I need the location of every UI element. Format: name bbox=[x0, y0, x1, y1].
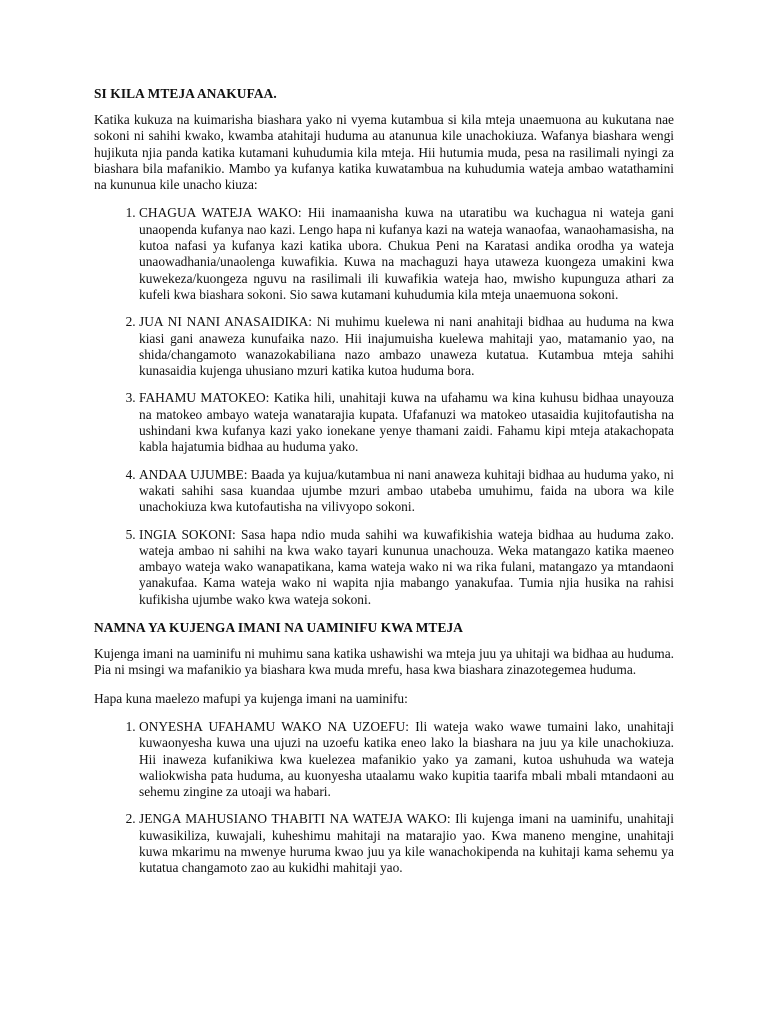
numbered-list bbox=[94, 719, 674, 877]
list-item: 2. JENGA MAHUSIANO THABITI NA WATEJA WAKO: Ili kujenga imani na uaminifu, unahitaji kuwasikiliza, kuwajali, kuheshimu mahitaji na matarajio yao. Kwa maneno mengine, unahitaji kuwa mkarimu na mwenye huruma kwao juu ya kile wanachokipenda na kuhitaji kama sehemu ya kutatua changamoto zao au kukidhi mahitaji yao. bbox=[139, 811, 674, 876]
numbered-list bbox=[94, 205, 674, 608]
section-lead: Hapa kuna maelezo mafupi ya kujenga imani na uaminifu: bbox=[94, 690, 408, 706]
section-intro: Katika kukuza na kuimarisha biashara yako ni vyema kutambua si kila mteja unaemuona au kukutana nae sokoni ni sahihi kwako, kwamba atahitaji huduma au atanunua kile unachokiuza. Wafanya biashara wengi hujikuta njia panda katika kutamani kuhudumia kila mteja. Hii hutumia muda, pesa na rasilimali nyingi za biashara bila mafanikio. Mambo ya kufanya katika kuwatambua na kuhudumia wateja ambao watathamini na kununua kile unacho kiuza: bbox=[94, 112, 674, 193]
list-item: 1. CHAGUA WATEJA WAKO: Hii inamaanisha kuwa na utaratibu wa kuchagua ni wateja gani unaopenda kufanya nao kazi. Lengo hapa ni kufanya kazi na wateja wanaofaa, wanaohamasisha, na kutoa nafasi ya kufanya kazi katika ubora. Chukua Peni na Karatasi andika orodha ya wateja unaowadhania/unaolenga kuwafikia. Kuwa na machaguzi haya utaweza kuongeza umakini kwa kuwekeza/kuongeza nguvu na rasilimali ili kuwafikia wateja hao, mwisho kupunguza athari za kufeli kwa biashara sokoni. Sio sawa kutamani kuhudumia kila mteja unaemuona sokoni. bbox=[139, 205, 674, 303]
list-item: 3. FAHAMU MATOKEO: Katika hili, unahitaji kuwa na ufahamu wa kina kuhusu bidhaa unayouza na matokeo ambayo wateja wanatarajia kupata. Ufafanuzi wa matokeo utasaidia kujitofautisha na ushindani kwa kufanya kazi yako ionekane yenye thamani zaidi. Fahamu kipi mteja atakachopata kabla hajatumia bidhaa au huduma yako. bbox=[139, 390, 674, 455]
list-item: 4. ANDAA UJUMBE: Baada ya kujua/kutambua ni nani anaweza kuhitaji bidhaa au huduma yako, ni wakati sahihi sasa kuandaa ujumbe mzuri ambao utabeba umuhimu, faida na ubora wa kile unachokiuza kwa kutofautisha na vilivyopo sokoni. bbox=[139, 467, 674, 516]
section-title: SI KILA MTEJA ANAKUFAA. bbox=[94, 86, 277, 101]
section-title: NAMNA YA KUJENGA IMANI NA UAMINIFU KWA MTEJA bbox=[94, 620, 464, 636]
section-intro: Kujenga imani na uaminifu ni muhimu sana katika ushawishi wa mteja juu ya uhitaji wa bidhaa au huduma. Pia ni msingi wa mafanikio ya biashara kwa muda mrefu, hasa kwa biashara zinazotegemea huduma. bbox=[94, 646, 674, 678]
list-item: 2. JUA NI NANI ANASAIDIKA: Ni muhimu kuelewa ni nani anahitaji bidhaa au huduma na kwa kiasi gani anaweza kunufaika nazo. Hii inajumuisha kuelewa mahitaji yao, matamanio yao, na shida/changamoto wanazokabiliana nazo ambazo unaweza kutatua. Kutambua mteja sahihi kunasaidia kujenga uhusiano mzuri katika kutoa huduma bora. bbox=[139, 314, 674, 379]
list-item: 1. ONYESHA UFAHAMU WAKO NA UZOEFU: Ili wateja wako wawe tumaini lako, unahitaji kuwaonyesha kuwa una ujuzi na uzoefu katika eneo lako la biashara na juu ya kile unachokiuza. Hii inaweza kufanikiwa kwa kuelezea mafanikio yako ya zamani, kutoa ushuhuda wa wateja waliokwisha pata huduma, au kuonyesha utaalamu wako kupitia taarifa mbali mbali mtandaoni au sehemu zingine za utoaji wa habari. bbox=[139, 719, 674, 800]
list-item: 5. INGIA SOKONI: Sasa hapa ndio muda sahihi wa kuwafikishia wateja bidhaa au huduma zako. wateja ambao ni sahihi na kwa wako tayari kununua unachouza. Weka matangazo katika maeneo ambayo wateja wako wanapatikana, kama wateja wako ni wa rika fulani, matangazo ya mtandaoni yanakufaa. Kama wateja wako ni wapita njia mabango yanakufaa. Tumia njia husika na rahisi kufikisha ujumbe wako kwa wateja sokoni. bbox=[139, 527, 674, 608]
